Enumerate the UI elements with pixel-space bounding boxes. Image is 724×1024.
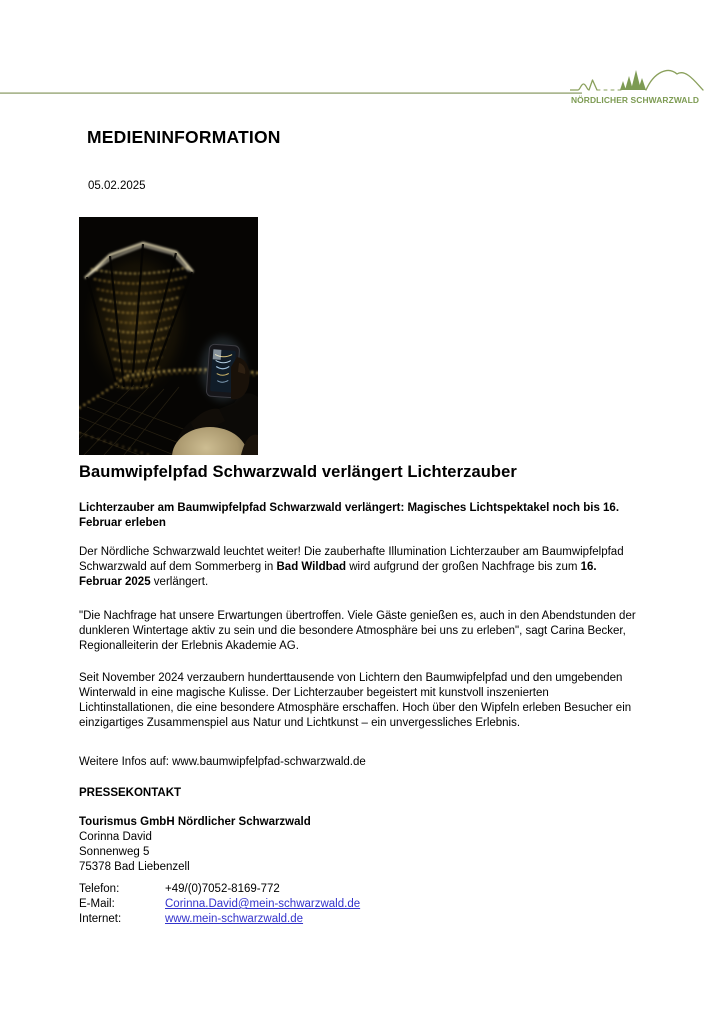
- phone-number: +49/(0)7052-8169-772: [165, 883, 280, 895]
- contact-street: Sonnenweg 5: [79, 846, 150, 858]
- article-title: Baumwipfelpfad Schwarzwald verlängert Lichterzauber: [79, 463, 517, 481]
- email-link[interactable]: Corinna.David@mein-schwarzwald.de: [165, 898, 361, 910]
- internet-row: [79, 912, 641, 927]
- contact-city: 75378 Bad Liebenzell: [79, 861, 190, 873]
- article-subtitle: Lichterzauber am Baumwipfelpfad Schwarzwald verlängert: Magisches Lichtspektakel noch bis 16. Februar erleben: [79, 502, 620, 529]
- website-link[interactable]: www.mein-schwarzwald.de: [165, 913, 304, 925]
- header-divider-line: [0, 92, 582, 94]
- document-type-heading: MEDIENINFORMATION: [87, 127, 281, 147]
- text-segment: verlängert.: [150, 576, 209, 588]
- fir-trees-icon: [620, 70, 646, 90]
- brand-wordmark: NÖRDLICHER SCHWARZWALD: [570, 95, 700, 105]
- bold-date: 16. Februar 2025: [79, 561, 597, 588]
- more-info-line: Weitere Infos auf: www.baumwipfelpfad-schwarzwald.de: [79, 756, 366, 768]
- paragraph-announcement: [79, 545, 641, 590]
- press-photo-lichterzauber: [79, 217, 258, 455]
- email-label: E-Mail:: [79, 898, 115, 910]
- paragraph-description: Seit November 2024 verzaubern hunderttausende von Lichtern den Baumwipfelpfad und den umgebenden Winterwald in eine magische Kulisse. Der Lichterzauber begeistert mit kunstvoll inszenierten Lichtinstallationen, die eine besondere Atmosphäre erschaffen. Hoch über den Wipfeln erleben Besucher ein einzigartiges Zusammenspiel aus Natur und Lichtkunst – ein unvergessliches Erlebnis.: [79, 672, 632, 729]
- text-segment: Der Nördliche Schwarzwald leuchtet weiter! Die zauberhafte Illumination Lichterzauber am Baumwipfelpfad Schwarzwald auf dem Sommerberg in: [79, 546, 624, 573]
- press-contact-address: [79, 815, 641, 875]
- document-date: 05.02.2025: [88, 180, 146, 192]
- phone-row: [79, 882, 641, 897]
- brand-logo: [570, 56, 704, 105]
- phone-label: Telefon:: [79, 883, 120, 895]
- contact-company: Tourismus GmbH Nördlicher Schwarzwald: [79, 816, 311, 828]
- press-contact-heading: PRESSEKONTAKT: [79, 787, 182, 799]
- text-segment: wird aufgrund der großen Nachfrage bis zum: [346, 561, 581, 573]
- hills-and-trees-icon: [570, 56, 704, 94]
- contact-person: Corinna David: [79, 831, 152, 843]
- internet-label: Internet:: [79, 913, 122, 925]
- contact-details: [79, 882, 641, 927]
- email-row: [79, 897, 641, 912]
- night-tower-photo-illustration: [79, 217, 258, 455]
- bold-location: Bad Wildbad: [276, 561, 347, 573]
- paragraph-quote: "Die Nachfrage hat unsere Erwartungen übertroffen. Viele Gäste genießen es, auch in den Abendstunden der dunkleren Wintertage aktiv zu sein und die besondere Atmosphäre bei uns zu erleben", sagt Carina Becker, Regionalleiterin der Erlebnis Akademie AG.: [79, 610, 636, 652]
